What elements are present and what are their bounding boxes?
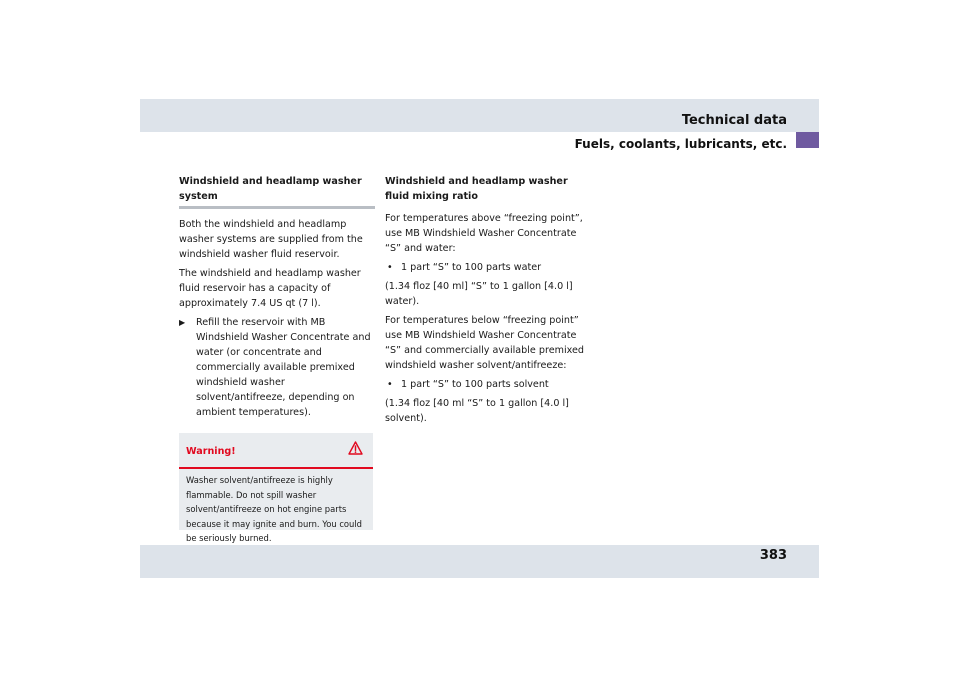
bullet-dot-icon: •: [387, 379, 393, 390]
warning-header: [179, 433, 373, 469]
footer-band: [140, 545, 819, 578]
instruction-step: [179, 315, 375, 420]
arrow-bullet-icon: ▶: [179, 318, 186, 327]
bullet-dot-icon: •: [387, 262, 393, 273]
page-number: 383: [759, 548, 787, 563]
warning-box: [179, 433, 373, 543]
left-column: [179, 174, 375, 543]
paragraph: (1.34 floz [40 ml “S” to 1 gallon [4.0 l] solvent).: [385, 398, 569, 424]
section-subtitle: Fuels, coolants, lubricants, etc.: [574, 137, 787, 151]
section-heading-washer-system: Windshield and headlamp washer system: [179, 176, 362, 202]
paragraph: For temperatures below “freezing point” use MB Windshield Washer Concentrate “S” and commercially available premixed windshield washer solvent/antifreeze:: [385, 315, 584, 371]
list-item: [385, 377, 585, 392]
section-heading-mixing-ratio: Windshield and headlamp washer fluid mixing ratio: [385, 176, 568, 202]
section-color-tab: [796, 132, 819, 148]
list-item: [385, 260, 585, 275]
paragraph: The windshield and headlamp washer fluid reservoir has a capacity of approximately 7.4 US qt (7 l).: [179, 268, 361, 309]
heading-underline: [179, 206, 375, 209]
warning-title: Warning!: [186, 446, 236, 457]
paragraph: For temperatures above “freezing point”, use MB Windshield Washer Concentrate “S” and water:: [385, 213, 583, 254]
instruction-text: Refill the reservoir with MB Windshield Washer Concentrate and water (or concentrate and commercially available premixed windshield washer solvent/antifreeze, depending on ambient temperatures).: [196, 317, 371, 418]
right-column: [385, 174, 585, 430]
warning-text: Washer solvent/antifreeze is highly flammable. Do not spill washer solvent/antifreeze on hot engine parts because it may ignite and burn. You could be seriously burned.: [186, 475, 362, 543]
paragraph: Both the windshield and headlamp washer systems are supplied from the windshield washer fluid reservoir.: [179, 219, 363, 260]
section-title: Technical data: [681, 113, 787, 128]
paragraph: (1.34 floz [40 ml] “S” to 1 gallon [4.0 l] water).: [385, 281, 573, 307]
list-item-text: 1 part “S” to 100 parts water: [401, 262, 542, 273]
list-item-text: 1 part “S” to 100 parts solvent: [401, 379, 549, 390]
warning-triangle-icon: [348, 441, 363, 460]
